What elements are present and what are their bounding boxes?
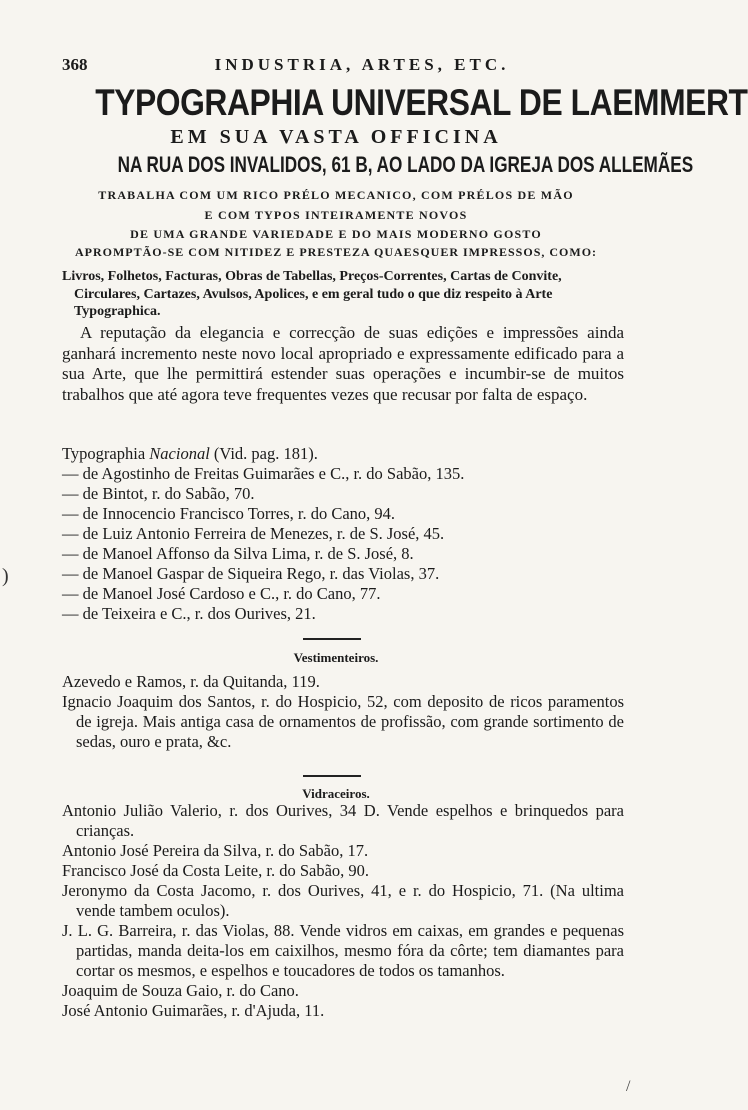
advert-line-6: APROMPTÃO-SE COM NITIDEZ E PRESTEZA QUAESQUER IMPRESSOS, COMO: [74,245,598,259]
paragraph-text: A reputação da elegancia e correcção de suas edições e impressões ainda ganhará incremento neste novo local apropriado e expressamente edificado para a sua Arte, que lhe permittirá estender suas operações e incumbir-se de muitos trabalhos que até agora teve frequentes vezes que recusar por falta de espaço. [62,323,624,404]
vestimenteiros-list [62,672,624,752]
products-text: Livros, Folhetos, Facturas, Obras de Tabellas, Preços-Correntes, Cartas de Convite, Circulares, Cartazes, Avulsos, Apolices, e em geral tudo o que diz respeito à Arte Typographica. [62,269,562,319]
page-header [62,55,622,79]
list-item: Jeronymo da Costa Jacomo, r. dos Ourives, 41, e r. do Hospicio, 71. (Na ultima vende tambem oculos). [62,881,624,920]
advert-paragraph [62,323,624,405]
list-item: — de Bintot, r. do Sabão, 70. [62,484,255,503]
running-head: INDUSTRIA, ARTES, ETC. [214,55,510,74]
list-item: Joaquim de Souza Gaio, r. do Cano. [62,981,299,1000]
section-heading-vestimenteiros: Vestimenteiros. [293,650,379,665]
page-number: 368 [62,55,88,74]
advert-line-5: DE UMA GRANDE VARIEDADE E DO MAIS MODERNO GOSTO [130,227,542,241]
list-item: Azevedo e Ramos, r. da Quitanda, 119. [62,672,320,691]
section-heading-vidraceiros: Vidraceiros. [302,786,370,801]
list-item: — de Teixeira e C., r. dos Ourives, 21. [62,604,316,623]
list-item: Antonio José Pereira da Silva, r. do Sabão, 17. [62,841,369,860]
advert-subtitle: EM SUA VASTA OFFICINA [170,126,502,148]
section-divider [303,638,361,640]
list-item-italic: Nacional [149,444,210,463]
list-item: — de Agostinho de Freitas Guimarães e C., r. do Sabão, 135. [62,464,465,483]
list-item: José Antonio Guimarães, r. d'Ajuda, 11. [62,1001,325,1020]
list-item: — de Manoel Affonso da Silva Lima, r. de S. José, 8. [62,544,414,563]
margin-mark: ) [2,565,9,587]
vidraceiros-list [62,801,624,1021]
list-item: Ignacio Joaquim dos Santos, r. do Hospicio, 52, com deposito de ricos paramentos de igreja. Mais antiga casa de ornamentos de profissão, com grande sortimento de sedas, ouro e prata, &c. [62,692,624,751]
corner-mark: / [626,1078,631,1095]
list-item-prefix: Typographia [62,444,150,463]
advert-title: TYPOGRAPHIA UNIVERSAL DE LAEMMERT [95,82,748,123]
advert-products [62,268,624,321]
list-item: — de Innocencio Francisco Torres, r. do Cano, 94. [62,504,396,523]
list-item: J. L. G. Barreira, r. das Violas, 88. Vende vidros em caixas, em grandes e pequenas partidas, manda deita-los em caixilhos, mesmo fóra da côrte; tem diamantes para cortar os mesmos, e espelhos e toucadores de todos os tamanhos. [62,921,624,980]
list-item: — de Luiz Antonio Ferreira de Menezes, r. de S. José, 45. [62,524,445,543]
list-item [62,444,624,464]
advert-line-4: E COM TYPOS INTEIRAMENTE NOVOS [204,208,468,222]
list-item: Antonio Julião Valerio, r. dos Ourives, 34 D. Vende espelhos e brinquedos para crianças. [62,801,624,840]
list-item: — de Manoel Gaspar de Siqueira Rego, r. das Violas, 37. [62,564,440,583]
typographia-list [62,444,624,624]
advert-line-3: TRABALHA COM UM RICO PRÉLO MECANICO, COM PRÉLOS DE MÃO [98,188,574,202]
list-item: — de Manoel José Cardoso e C., r. do Cano, 77. [62,584,381,603]
list-item: Francisco José da Costa Leite, r. do Sabão, 90. [62,861,370,880]
advert-address: NA RUA DOS INVALIDOS, 61 B, AO LADO DA IGREJA DOS ALLEMÃES [117,152,694,177]
section-divider [303,775,361,777]
list-item-suffix: (Vid. pag. 181). [209,444,318,463]
